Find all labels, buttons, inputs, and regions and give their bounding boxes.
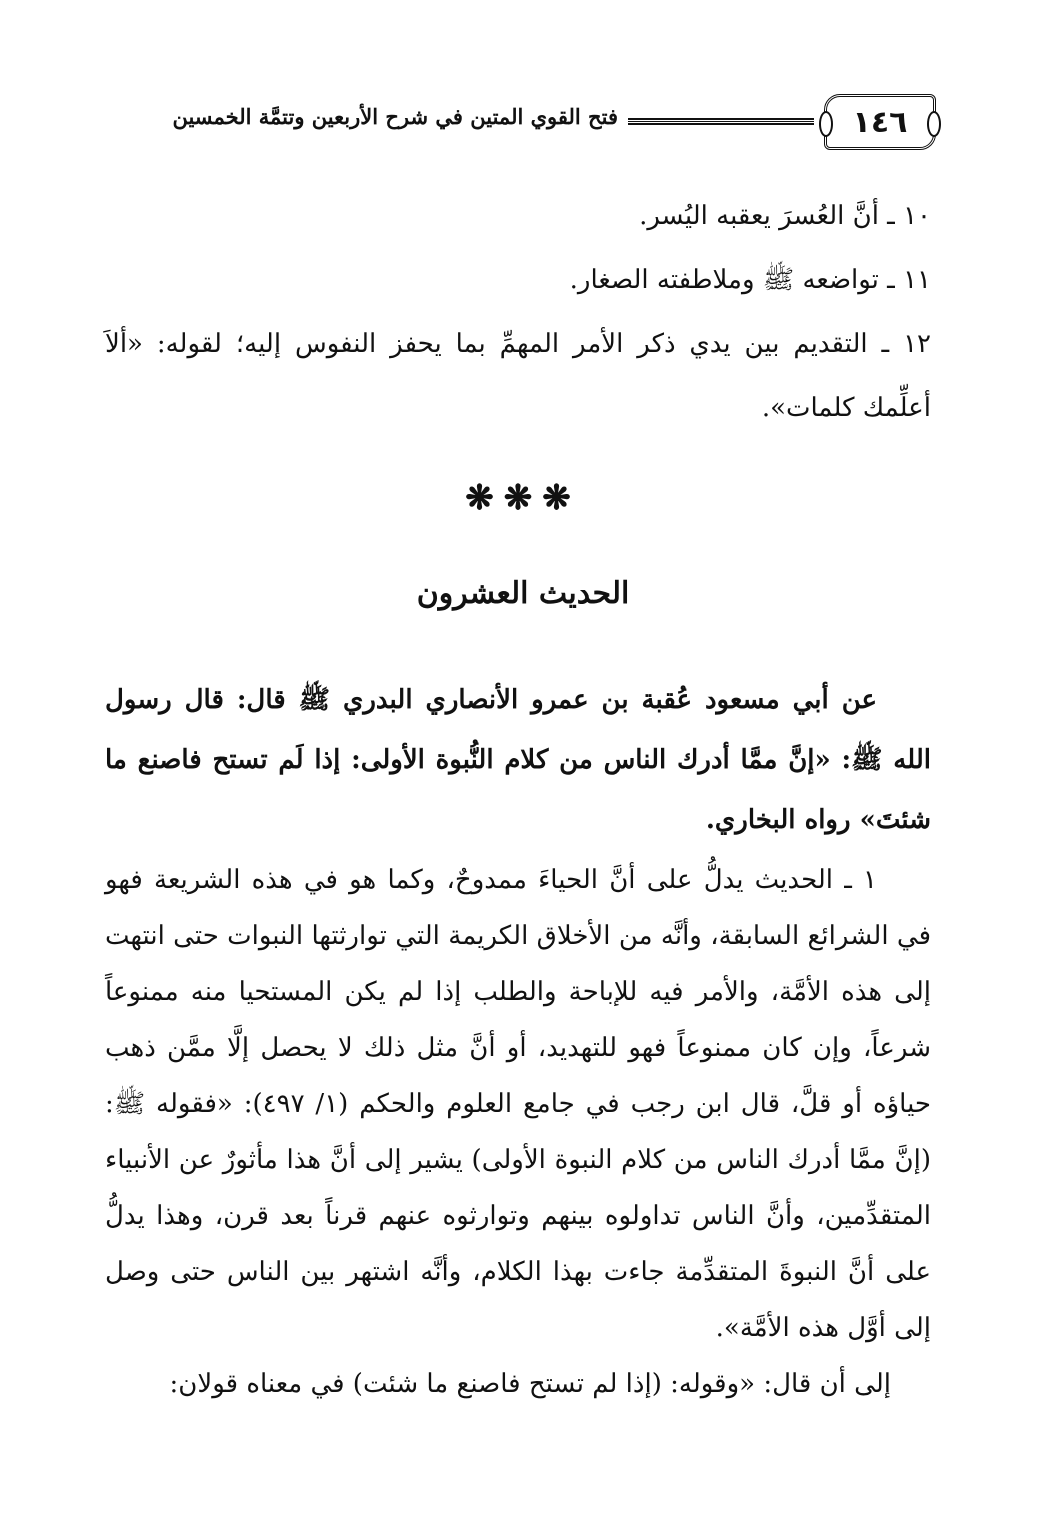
lessons-list <box>105 184 931 440</box>
list-item: ١٢ ـ التقديم بين يدي ذكر الأمر المهمِّ بما يحفز النفوس إليه؛ لقوله: «ألاَ أعلِّمك كلمات». <box>105 329 931 423</box>
explanation-paragraph: ١ ـ الحديث يدلُّ على أنَّ الحياءَ ممدوحٌ، وكما هو في هذه الشريعة فهو في الشرائع السابقة، وأنَّه من الأخلاق الكريمة التي توارثتها النبوات حتى انتهت إلى هذه الأمَّة، والأمر فيه للإباحة والطلب إذا لم يكن المستحيا منه ممنوعاً شرعاً، وإن كان ممنوعاً فهو للتهديد، أو أنَّ مثل ذلك لا يحصل إلَّا ممَّن ذهب حياؤه أو قلَّ، قال ابن رجب في جامع العلوم والحكم (١/ ٤٩٧): «فقوله ﷺ: (إنَّ ممَّا أدرك الناس من كلام النبوة الأولى) يشير إلى أنَّ هذا مأثورٌ عن الأنبياء المتقدِّمين، وأنَّ الناس تداولوه بينهم وتوارثوه عنهم قرناً بعد قرن، وهذا يدلُّ على أنَّ النبوةَ المتقدِّمة جاءت بهذا الكلام، وأنَّه اشتهر بين الناس حتى وصل إلى أوَّل هذه الأمَّة». <box>105 865 931 1343</box>
hadith-block <box>105 670 931 850</box>
closing-paragraph: إلى أن قال: «وقوله: (إذا لم تستح فاصنع ما شئت) في معناه قولان: <box>169 1369 891 1399</box>
list-item: ١١ ـ تواضعه ﷺ وملاطفته الصغار. <box>569 265 931 295</box>
hadith-text: عن أبي مسعود عُقبة بن عمرو الأنصاري البدري ﷺ قال: قال رسول الله ﷺ: «إنَّ ممَّا أدرك الناس من كلام النُّبوة الأولى: إذا لَم تستح فاصنع ما شئتَ» رواه البخاري. <box>105 685 931 835</box>
running-header <box>96 94 936 154</box>
running-title: فتح القوي المتين في شرح الأربعين وتتمَّة الخمسين <box>172 104 618 129</box>
header-rule <box>628 118 814 125</box>
page-number: ١٤٦ <box>852 104 908 140</box>
section-separator: ❋❋❋ <box>465 478 581 518</box>
page-number-frame <box>824 94 936 150</box>
explanation-block <box>105 852 931 1412</box>
hadith-title: الحديث العشرون <box>416 576 630 611</box>
list-item: ١٠ ـ أنَّ العُسرَ يعقبه اليُسر. <box>639 201 931 231</box>
